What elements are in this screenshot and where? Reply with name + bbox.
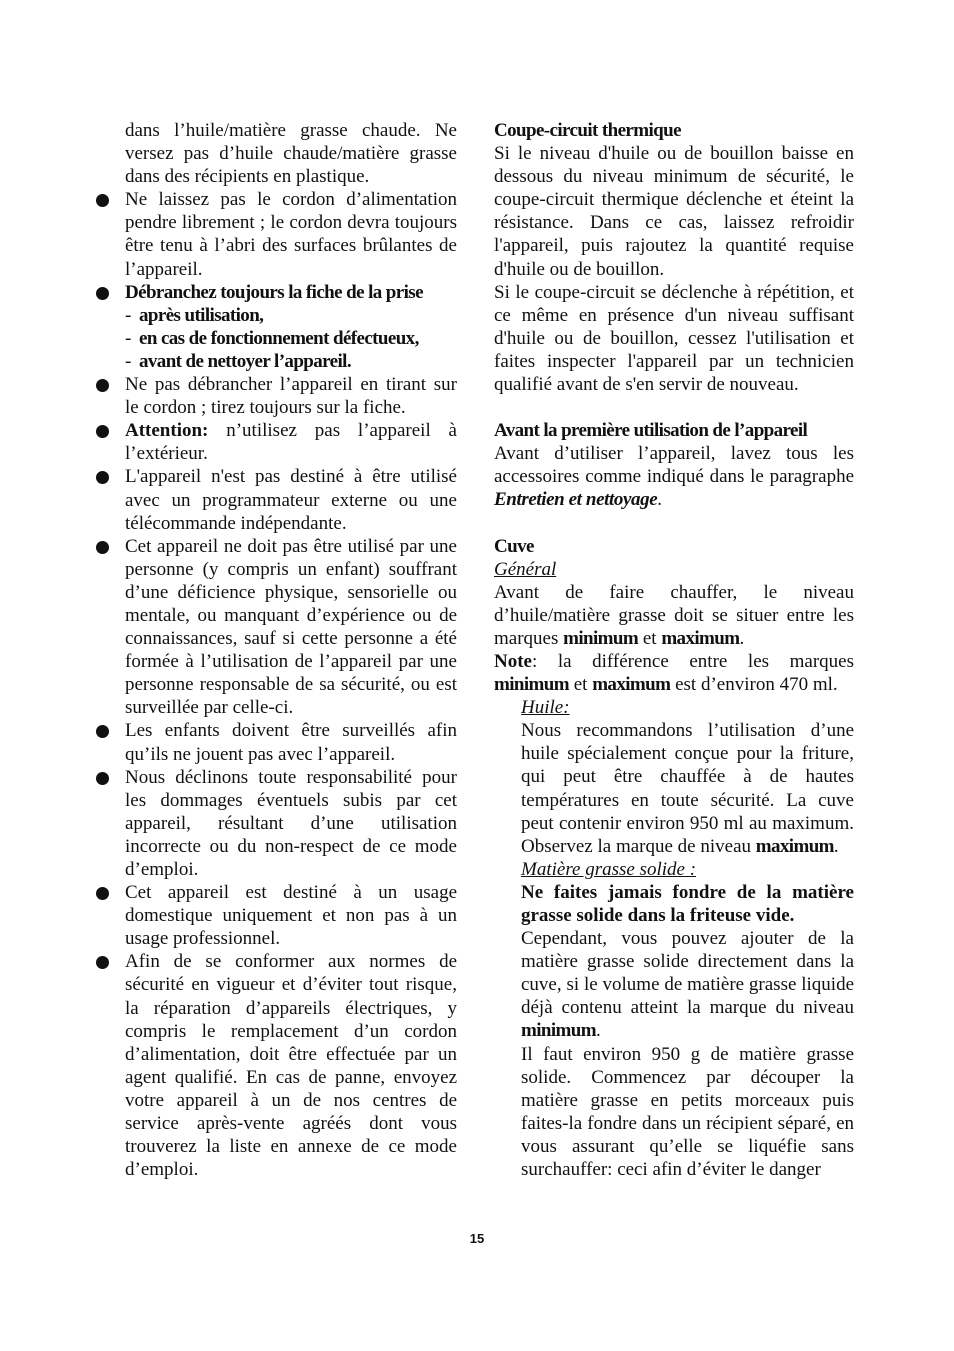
page-number: 15 bbox=[469, 1231, 485, 1246]
bullet-icon bbox=[96, 541, 109, 554]
paragraph: Il faut environ 950 g de matière grasse solide. Commencez par découper la matière grasse en petits morceaux puis faites-la fondre dans un récipient séparé, en vous assurant qu’elle se liquéfie sans surchauffer: ceci afin d’éviter le danger bbox=[521, 1043, 854, 1181]
bullet-text: Afin de se conformer aux normes de sécurité en vigueur et d’éviter tout risque, la réparation d’appareils électriques, y compris le remplacement d’un cordon d’alimentation, doit être effectuée par un agent qualifié. En cas de panne, envoyez votre appareil à un de nos centres de service après-vente agréés dont vous trouverez la liste en annexe de ce mode d’emploi. bbox=[125, 951, 457, 1181]
sub-item-text: en cas de fonctionnement défectueux, bbox=[139, 327, 419, 349]
attention-label: Attention: bbox=[125, 420, 209, 442]
paragraph: Avant de faire chauffer, le niveau d’huile/matière grasse doit se situer entre les marques minimum et maximum. bbox=[494, 581, 854, 649]
paragraph: Si le coupe-circuit se déclenche à répétition, et ce même en présence d'un niveau suffisant d'huile ou de bouillon, cessez l'utilisation et faites inspecter l'appareil par un technicien qualifié avant de s'en servir de nouveau. bbox=[494, 281, 854, 396]
bullet-icon bbox=[96, 956, 109, 969]
note-label: Note bbox=[494, 650, 532, 672]
bullet-item bbox=[96, 188, 457, 280]
bullet-text: Nous déclinons toute responsabilité pour les dommages éventuels subis par cet appareil, résultant d’une utilisation incorrecte ou du non-respect de ce mode d’emploi. bbox=[125, 766, 457, 880]
bullet-item bbox=[96, 881, 457, 950]
right-column bbox=[494, 119, 854, 1181]
bullet-icon bbox=[96, 425, 109, 438]
bullet-item bbox=[96, 535, 457, 720]
section-heading-thermal-cutout: Coupe-circuit thermique bbox=[494, 120, 681, 141]
sub-item: - après utilisation, bbox=[125, 304, 264, 326]
bullet-text: n’utilisez pas l’appareil à l’extérieur. bbox=[125, 420, 457, 465]
bullet-icon bbox=[96, 725, 109, 738]
bullet-text: Ne laissez pas le cordon d’alimentation pendre librement ; le cordon devra toujours être tenu à l’abri des surfaces brûlantes de l’appareil. bbox=[125, 189, 457, 280]
bullet-text: Cet appareil est destiné à un usage domestique uniquement et non pas à un usage professionnel. bbox=[125, 882, 457, 950]
section-heading-tank: Cuve bbox=[494, 535, 534, 557]
bullet-text: Les enfants doivent être surveillés afin qu’ils ne jouent pas avec l’appareil. bbox=[125, 720, 457, 765]
subheading-general: Général bbox=[494, 558, 557, 580]
bullet-text: Cet appareil ne doit pas être utilisé par une personne (y compris un enfant) souffrant d’une déficience physique, sensorielle ou mentale, ou manquant d’expérience ou de connaissances, sauf si cette personne a été formée à l’utilisation de l’appareil par une personne responsable de sa sécurité, ou est surveillée par celle-ci. bbox=[125, 535, 457, 719]
paragraph: Nous recommandons l’utilisation d’une huile spécialement conçue pour la friture, qui peut être chauffée à de hautes températures en toute sécurité. La cuve peut contenir environ 950 ml au maximum. Observez la marque de niveau maximum. bbox=[521, 720, 854, 857]
cross-reference: Entretien et nettoyage bbox=[494, 489, 658, 511]
sub-item-text: après utilisation, bbox=[139, 304, 264, 326]
bullet-icon bbox=[96, 772, 109, 785]
sub-item: - en cas de fonctionnement défectueux, bbox=[125, 327, 419, 349]
note-paragraph: Note: la différence entre les marques minimum et maximum est d’environ 470 ml. bbox=[494, 650, 854, 696]
bullet-icon bbox=[96, 471, 109, 484]
bullet-item bbox=[96, 419, 457, 465]
oil-subsection bbox=[494, 696, 854, 1181]
paragraph: Si le niveau d'huile ou de bouillon baisse en dessous du niveau minimum de sécurité, le coupe-circuit thermique déclenche et éteint la résistance. Dans ce cas, laissez refroidir l'appareil, puis rajoutez la quantité requise d'huile ou de bouillon. bbox=[494, 143, 854, 280]
section-heading-first-use: Avant la première utilisation de l’appareil bbox=[494, 420, 808, 442]
bullet-item bbox=[96, 465, 457, 534]
bullet-item bbox=[96, 766, 457, 881]
bullet-text: L'appareil n'est pas destiné à être utilisé avec un programmateur externe ou une télécommande indépendante. bbox=[125, 466, 457, 534]
bullet-item bbox=[96, 719, 457, 765]
warning-text: Ne faites jamais fondre de la matière grasse solide dans la friteuse vide. bbox=[521, 881, 854, 926]
bullet-item bbox=[96, 373, 457, 419]
bullet-icon bbox=[96, 194, 109, 207]
bullet-icon bbox=[96, 379, 109, 392]
bullet-item bbox=[96, 950, 457, 1181]
bullet-text: Ne pas débrancher l’appareil en tirant sur le cordon ; tirez toujours sur la fiche. bbox=[125, 374, 457, 419]
bullet-icon bbox=[96, 887, 109, 900]
subheading-solid-fat: Matière grasse solide : bbox=[521, 858, 697, 880]
intro-paragraph: dans l’huile/matière grasse chaude. Ne versez pas d’huile chaude/matière grasse dans des récipients en plastique. bbox=[125, 120, 457, 188]
sub-item: - avant de nettoyer l’appareil. bbox=[125, 350, 351, 372]
subheading-oil: Huile: bbox=[521, 697, 570, 719]
bullet-item bbox=[96, 281, 457, 304]
bullet-heading: Débranchez toujours la fiche de la prise bbox=[125, 281, 423, 303]
sub-item-text: avant de nettoyer l’appareil. bbox=[139, 350, 351, 372]
paragraph: Avant d’utiliser l’appareil, lavez tous les accessoires comme indiqué dans le paragraphe Entretien et nettoyage. bbox=[494, 443, 854, 511]
left-column bbox=[96, 119, 457, 1181]
bullet-icon bbox=[96, 287, 109, 300]
paragraph: Cependant, vous pouvez ajouter de la matière grasse solide directement dans la cuve, si le volume de matière grasse liquide déjà contenu atteint la marque du niveau minimum. bbox=[521, 928, 854, 1042]
